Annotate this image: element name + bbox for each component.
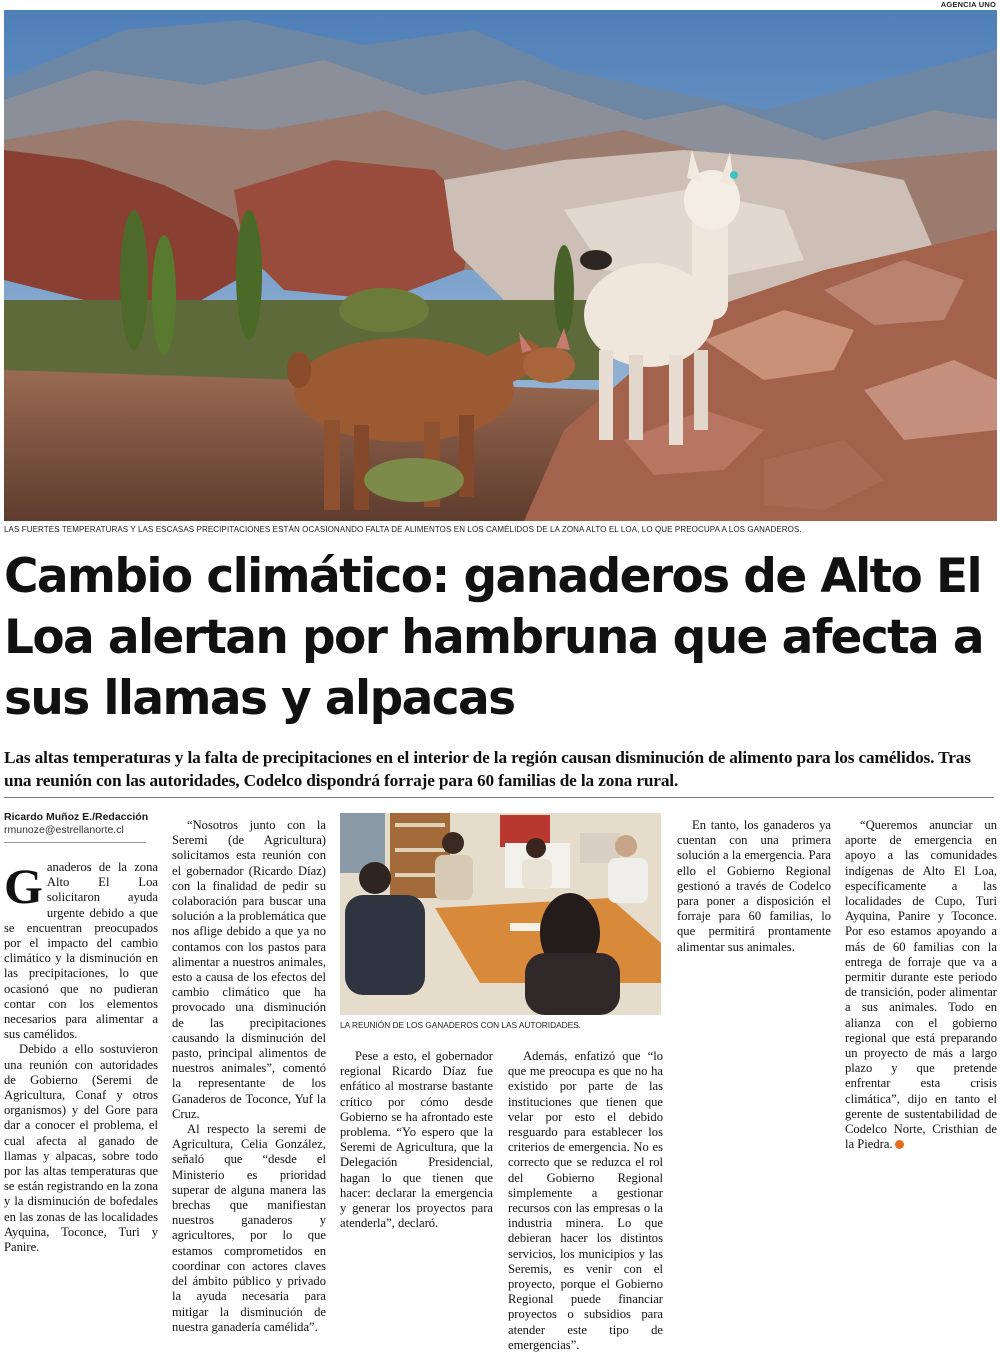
paragraph-8-text: “Queremos anunciar un aporte de emergencia en apoyo a las comunidades indígenas de Alto El Loa, específicamente a las localidades de Cupo, Turi Ayquina, Panire y Toconce. Por eso estamos apoyando a más de 60 familias con la entrega de forraje que va a permitir durante este periodo de transición, poder alimentar a sus animales. Todo en alianza con el gobierno regional que está preparando un proyecto de más a largo plazo y que pretende enfrentar esta crisis climática”, dijo en tanto el gerente de sustentabilidad de Codelco Norte, Cristhian de la Piedra.: [845, 818, 997, 1152]
drop-cap: G: [4, 858, 43, 914]
divider-rule: [4, 797, 994, 798]
byline-rule: [4, 842, 146, 843]
article-column-6: [845, 818, 997, 1152]
article-paragraph-6: Además, enfatizó que “lo que me preocupa es que no ha existido por parte de las instituciones que tienen que velar por esto el debido resguardo para establecer los criterios de emergencia. No es correcto que se reduzca el rol del Gobierno Regional simplemente a gestionar recursos con las empresas o la industria minera. Lo que debieran hacer los distintos servicios, los municipios y las Seremis, es venir con el proyecto, porque el Gobierno Regional puede financiar proyectos o subsidios para atender este tipo de emergencias”.: [508, 1049, 663, 1352]
hero-photo-caption: LAS FUERTES TEMPERATURAS Y LAS ESCASAS PRECIPITACIONES ESTÁN OCASIONANDO FALTA DE ALIMENTOS EN LOS CAMÉLIDOS DE LA ZONA ALTO EL LOA, LO QUE PREOCUPA A LOS GANADEROS.: [4, 525, 802, 534]
article-column-5: [677, 818, 831, 955]
article-paragraph-7: En tanto, los ganaderos ya cuentan con una primera solución a la emergencia. Para ello el Gobierno Regional gestionó a través de Codelco para poner a disposición el forraje para 60 familias, lo que permitirá prontamente alimentar sus animales.: [677, 818, 831, 954]
article-paragraph-5: Pese a esto, el gobernador regional Ricardo Díaz fue enfático al mostrarse bastante crítico por cómo desde Gobierno se ha afrontado este problema. “Yo espero que la Seremi de Agricultura, que la Delegación Presidencial, hagan lo que tienen que hacer: declarar la emergencia y generar los proyectos para atenderla”, declaró.: [340, 1049, 493, 1231]
paragraph-1-text: anaderos de la zona Alto El Loa solicitaron ayuda urgente debido a que se encuentran preocupados por el impacto del cambio climático y la disminución en las precipitaciones, lo que ocasionó que no pudieran contar con los elementos necesarios para alimentar a sus camélidos.: [4, 860, 158, 1042]
meeting-photo-caption: LA REUNIÓN DE LOS GANADEROS CON LAS AUTORIDADES.: [340, 1020, 581, 1030]
hero-photo: [4, 10, 997, 521]
meeting-photo: [340, 813, 661, 1015]
byline: [4, 811, 156, 843]
llamas-landscape-image: [4, 10, 997, 521]
article-paragraph-3: “Nosotros junto con la Seremi (de Agricultura) solicitamos esta reunión con el gobernador (Ricardo Díaz) con la finalidad de pedir su colaboración para buscar una solución a la problemática que nos aflige debido a que ya no contamos con los pastos para alimentar a nuestros animales, esto a causa de los efectos del cambio climático que ha provocado una disminución de las precipitaciones causando la disminución del pasto, principal alimentos de nuestros animales”, comentó la representante de los Ganaderos de Toconce, Yuf la Cruz.: [172, 818, 326, 1121]
article-paragraph-4: Al respecto la seremi de Agricultura, Celia González, señaló que “desde el Ministerio es prioridad superar de alguna manera las brechas que manifiestan nuestros ganaderos y agricultores, por lo que estamos comprometidos en coordinar con actores claves del ámbito público y privado la ayuda necesaria para mitigar la disminución de nuestra ganadería camélida”.: [172, 1122, 326, 1334]
dek: Las altas temperaturas y la falta de precipitaciones en el interior de la región causan disminución de alimento para los camélidos. Tras una reunión con las autoridades, Codelco dispondrá forraje para 60 familias de la zona rural.: [4, 748, 971, 790]
meeting-room-image: [340, 813, 661, 1015]
article-column-3: [340, 1049, 493, 1231]
photo-credit: AGENCIA UNO: [940, 0, 996, 9]
article-column-4: [508, 1049, 663, 1353]
article-paragraph-8: [845, 818, 997, 1152]
headline: Cambio climático: ganaderos de Alto El Loa alertan por hambruna que afecta a sus llamas y alpacas: [4, 549, 983, 726]
article-column-1: [4, 860, 158, 1255]
byline-email[interactable]: rmunoze@estrellanorte.cl: [4, 824, 124, 836]
article-paragraph-1: [4, 860, 158, 1042]
article-paragraph-2: Debido a ello sostuvieron una reunión con autoridades de Gobierno (Seremi de Agricultura, Conaf y otros organismos) y del Gore para dar a conocer el problema, el cual afecta al ganado de llamas y alpacas, sobre todo por las altas temperaturas que se están registrando en la zona y la disminución de bofedales en las zonas de las localidades Ayquina, Toconce, Turi y Panire.: [4, 1042, 158, 1255]
article-column-2: [172, 818, 326, 1335]
end-of-article-icon: [895, 1140, 904, 1149]
byline-author: Ricardo Muñoz E./Redacción: [4, 811, 149, 823]
